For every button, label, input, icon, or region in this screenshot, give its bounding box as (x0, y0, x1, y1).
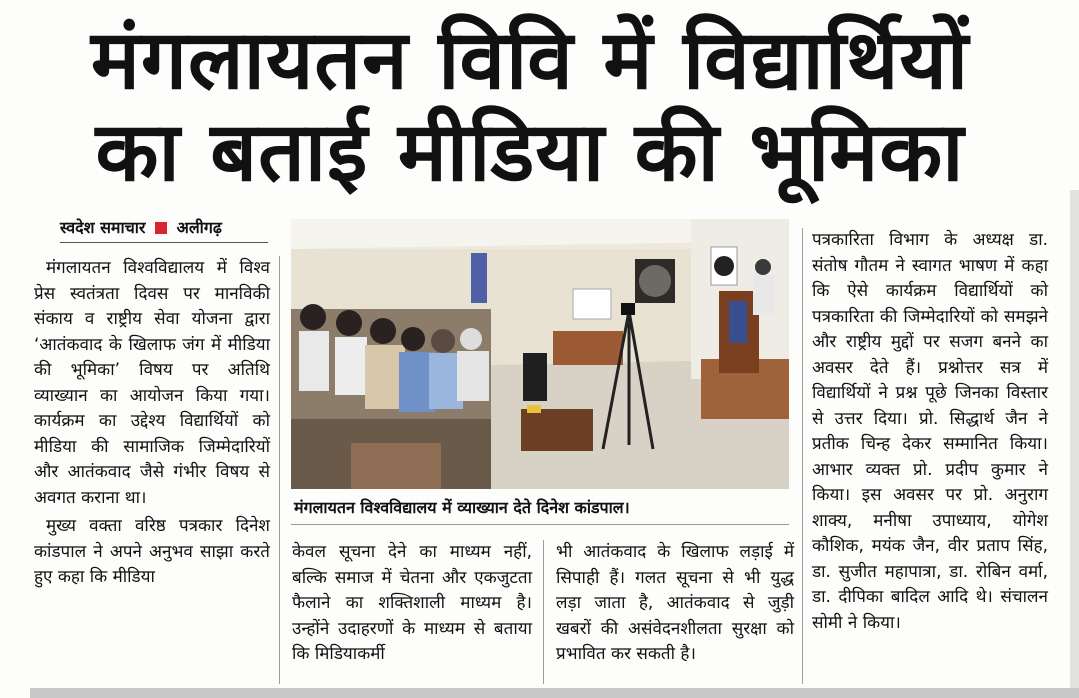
article-paragraph: पत्रकारिता विभाग के अध्यक्ष डा. संतोष गौतम ने स्वागत भाषण में कहा कि ऐसे कार्यक्रम विद्यार्थियों को पत्रकारिता की जिम्मेदारियों को समझने और राष्ट्रीय मुद्दों पर सजग बनने का अवसर देते हैं। प्रश्नोत्तर सत्र में विद्यार्थियों ने प्रश्न पूछे जिनका विस्तार से उत्तर दिया। प्रो. सिद्धार्थ जैन ने प्रतीक चिन्ह देकर सम्मानित किया। आभार व्यक्त प्रो. प्रदीप कुमार ने किया। इस अवसर पर प्रो. अनुराग शाक्य, मनीषा उपाध्याय, योगेश कौशिक, मयंक जैन, वीर प्रताप सिंह, डा. सुजीत महापात्रा, डा. रोबिन वर्मा, डा. दीपिका बादिल आदि थे। संचालन सोमी ने किया। (812, 230, 1048, 633)
lecture-hall-illustration (291, 219, 789, 489)
article-paragraph: भी आतंकवाद के खिलाफ लड़ाई में सिपाही हैं। गलत सूचना से भी युद्ध लड़ा जाता है, आतंकवाद से जुड़ी खबरों की असंवेदनशीलता सुरक्षा को प्रभावित कर सकती है। (556, 542, 794, 664)
article-paragraph: केवल सूचना देने का माध्यम नहीं, बल्कि समाज में चेतना और एकजुटता फैलाने का शक्तिशाली माध्यम है। उन्होंने उदाहरणों के माध्यम से बताया कि मिडियाकर्मी (292, 542, 532, 664)
article-column-4 (812, 228, 1048, 636)
byline-location: अलीगढ़ (176, 218, 222, 237)
column-divider (543, 540, 544, 684)
byline-square-icon (155, 222, 167, 234)
caption-rule (291, 524, 789, 525)
headline-line-2: का बताई मीडिया की भूमिका (95, 105, 965, 200)
article-column-1 (34, 256, 270, 591)
adjacent-article-edge (1070, 190, 1079, 690)
article-paragraph: मुख्य वक्ता वरिष्ठ पत्रकार दिनेश कांडपाल ने अपने अनुभव साझा करते हुए कहा कि मीडिया (34, 516, 270, 587)
byline (60, 216, 268, 243)
article-column-2 (292, 540, 532, 668)
event-photo (291, 219, 789, 489)
column-divider (802, 228, 803, 684)
headline-line-1: मंगलायतन विवि में विद्यार्थियों (90, 13, 970, 108)
photo-caption: मंगलायतन विश्वविद्यालय में व्याख्यान देते दिनेश कांडपाल। (294, 498, 630, 517)
column-divider (279, 256, 280, 684)
article-paragraph: मंगलायतन विश्वविद्यालय में विश्व प्रेस स्वतंत्रता दिवस पर मानविकी संकाय व राष्ट्रीय सेवा योजना द्वारा ‘आतंकवाद के खिलाफ जंग में मीडिया की भूमिका’ विषय पर अतिथि व्याख्यान का आयोजन किया गया। कार्यक्रम का उद्देश्य विद्यार्थियों को मीडिया की सामाजिक जिम्मेदारियों और आतंकवाद जैसे गंभीर विषय से अवगत कराना था। (34, 258, 270, 508)
page-bottom-bar (30, 688, 1079, 698)
byline-source: स्वदेश समाचार (60, 218, 146, 237)
article-column-3 (556, 540, 794, 668)
